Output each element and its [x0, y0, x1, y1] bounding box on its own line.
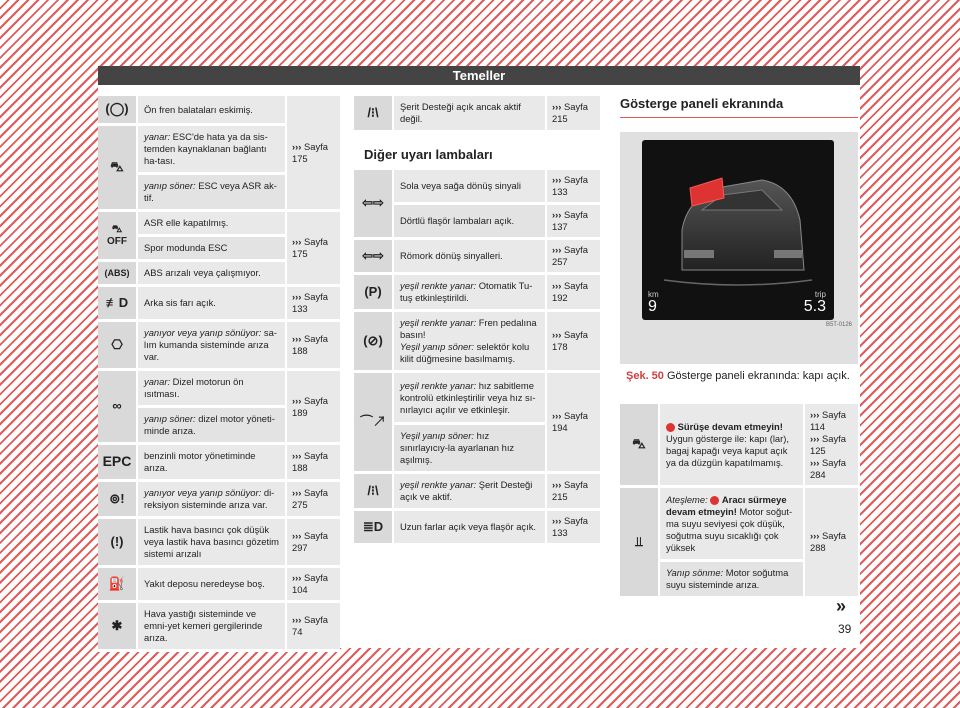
continue-arrow: » [836, 596, 847, 616]
table-row: Dörtlü flaşör lambaları açık. ››› Sayfa 137 [354, 205, 600, 240]
table-row: ✱ Hava yastığı sisteminde ve emni-yet kemeri gergilerinde arıza. ››› Sayfa 74 [98, 603, 340, 652]
high-beam-icon: ≣D [362, 518, 384, 534]
table-row: ⌒↗ yeşil renkte yanar: hız sabitleme kontrolü etkinleştirilir veya hız sı-nırlayıcı açılır ve etkinleşir. ››› Sayfa 194 [354, 373, 600, 425]
brake-pad-icon: (◯) [105, 101, 129, 116]
table-row: Yeşil yanıp söner: hız sınırlayıcıy-la ayarlanan hız aşılmış. [354, 425, 600, 474]
abs-icon: (ABS) [104, 268, 130, 278]
table-row: /⁝\ yeşil renkte yanar: Şerit Desteği açık ve aktif. ››› Sayfa 215 [354, 474, 600, 511]
table-row: yanıp söner: dizel motor yöneti-minde arıza. [98, 408, 340, 445]
table-row: EPC benzinli motor yönetiminde arıza. ››› Sayfa 188 [98, 445, 340, 482]
door-open-icon: ⛍ [632, 436, 646, 451]
table-row: (⊘) yeşil renkte yanar: Fren pedalına basın! Yeşil yanıp söner: selektör kolu kilit düğmesine basılmamış. ››› Sayfa 178 [354, 312, 600, 373]
manual-page [98, 66, 860, 648]
glow-plug-icon: ∞ [112, 398, 122, 413]
airbag-icon: ✱ [111, 617, 123, 633]
rear-fog-icon: ≢D [105, 294, 129, 310]
table-row: ≣D Uzun farlar açık veya flaşör açık. ››› Sayfa 133 [354, 511, 600, 546]
lane-assist-active-icon: /⁝\ [367, 482, 379, 498]
section-title: Diğer uyarı lambaları [364, 147, 493, 162]
fuel-icon: ⛽ [108, 575, 126, 591]
table-row: ⇦⇨ Römork dönüş sinyalleri. ››› Sayfa 257 [354, 240, 600, 275]
table-row: ⫫ Ateşleme: Aracı sürmeye devam etmeyin! Motor soğut-ma suyu seviyesi çok düşük, soğutma suyu sıcaklığı çok yüksek ››› Sayfa 288 [620, 488, 858, 562]
clutch-icon: ⊚! [109, 490, 125, 506]
speed-limiter-icon: ⌒↗ [359, 413, 386, 429]
red-warning-icon [666, 423, 675, 432]
page-number: 39 [838, 622, 852, 636]
lane-assist-icon: /⁝\ [367, 104, 379, 120]
esc-off-icon: ⛍ OFF [107, 223, 127, 247]
steering-lock-icon: ⎔ [111, 336, 123, 352]
esc-icon: ⛍ [110, 159, 124, 174]
table-row: (◯) Ön fren balataları eskimiş. ››› Sayfa 175 [98, 96, 340, 126]
table-row: ⛍ OFF ASR elle kapatılmış. ››› Sayfa 175 [98, 212, 340, 237]
table-row: yanıp söner: ESC veya ASR ak-tif. [98, 175, 340, 212]
red-warning-icon [710, 496, 719, 505]
left-warning-table [98, 96, 340, 652]
car-door-open-illustration [642, 140, 834, 320]
table-row: ≢D Arka sis farı açık. ››› Sayfa 133 [98, 287, 340, 322]
table-row: Yanıp sönme: Motor soğutma suyu sisteminde arıza. [620, 562, 858, 599]
table-row: ⛽ Yakıt deposu neredeyse boş. ››› Sayfa 104 [98, 568, 340, 603]
page-header: Temeller [98, 66, 860, 85]
park-icon: (P) [364, 283, 382, 299]
table-row: (ABS) ABS arızalı veya çalışmıyor. [98, 262, 340, 287]
table-row: ⇦⇨ Sola veya sağa dönüş sinyali ››› Sayfa 133 [354, 170, 600, 205]
epc-icon: EPC [102, 453, 132, 469]
table-row: /⁝\ Şerit Desteği açık ancak aktif değil. ››› Sayfa 215 [354, 96, 600, 133]
table-row: ⎔ yanıyor veya yanıp sönüyor: sa-lım kumanda sisteminde arıza var. ››› Sayfa 188 [98, 322, 340, 371]
table-row: ∞ yanar: Dizel motorun ön ısıtması. ››› Sayfa 189 [98, 371, 340, 408]
trailer-signal-icon: ⇦⇨ [362, 247, 384, 263]
tyre-pressure-icon: (!) [110, 533, 124, 549]
dashboard-figure: km 9 trip 5.3 B5T-0126 [620, 132, 858, 384]
figure-caption: Şek. 50 Gösterge paneli ekranında: kapı açık. [620, 364, 858, 389]
brake-pedal-icon: (⊘) [363, 332, 383, 348]
section-title: Gösterge paneli ekranında [620, 96, 858, 118]
right-warning-table [620, 404, 858, 599]
table-row: Spor modunda ESC [98, 237, 340, 262]
turn-signal-icon: ⇦⇨ [362, 195, 384, 210]
table-row: ⛍ Sürüşe devam etmeyin! Uygun gösterge ile: kapı (lar), bagaj kapağı veya kaput açık ya da düzgün kapatılmamış. ››› Sayfa 114 ››› Sayfa 125 ››› Sayfa 284 [620, 404, 858, 488]
table-row: ⊚! yanıyor veya yanıp sönüyor: di-reksiyon sisteminde arıza var. ››› Sayfa 275 [98, 482, 340, 519]
table-row: ⛍ yanar: ESC'de hata ya da sis-temden kaynaklanan bağlantı ha-tası. [98, 126, 340, 175]
dashboard-display: km 9 trip 5.3 [642, 140, 834, 320]
table-row: (!) Lastik hava basıncı çok düşük veya lastik hava basıncı gözetim sistemi arızalı ››› Sayfa 297 [98, 519, 340, 568]
table-row: (P) yeşil renkte yanar: Otomatik Tu-tuş etkinleştirildi. ››› Sayfa 192 [354, 275, 600, 312]
middle-warning-table [354, 96, 600, 546]
coolant-icon: ⫫ [635, 533, 643, 549]
